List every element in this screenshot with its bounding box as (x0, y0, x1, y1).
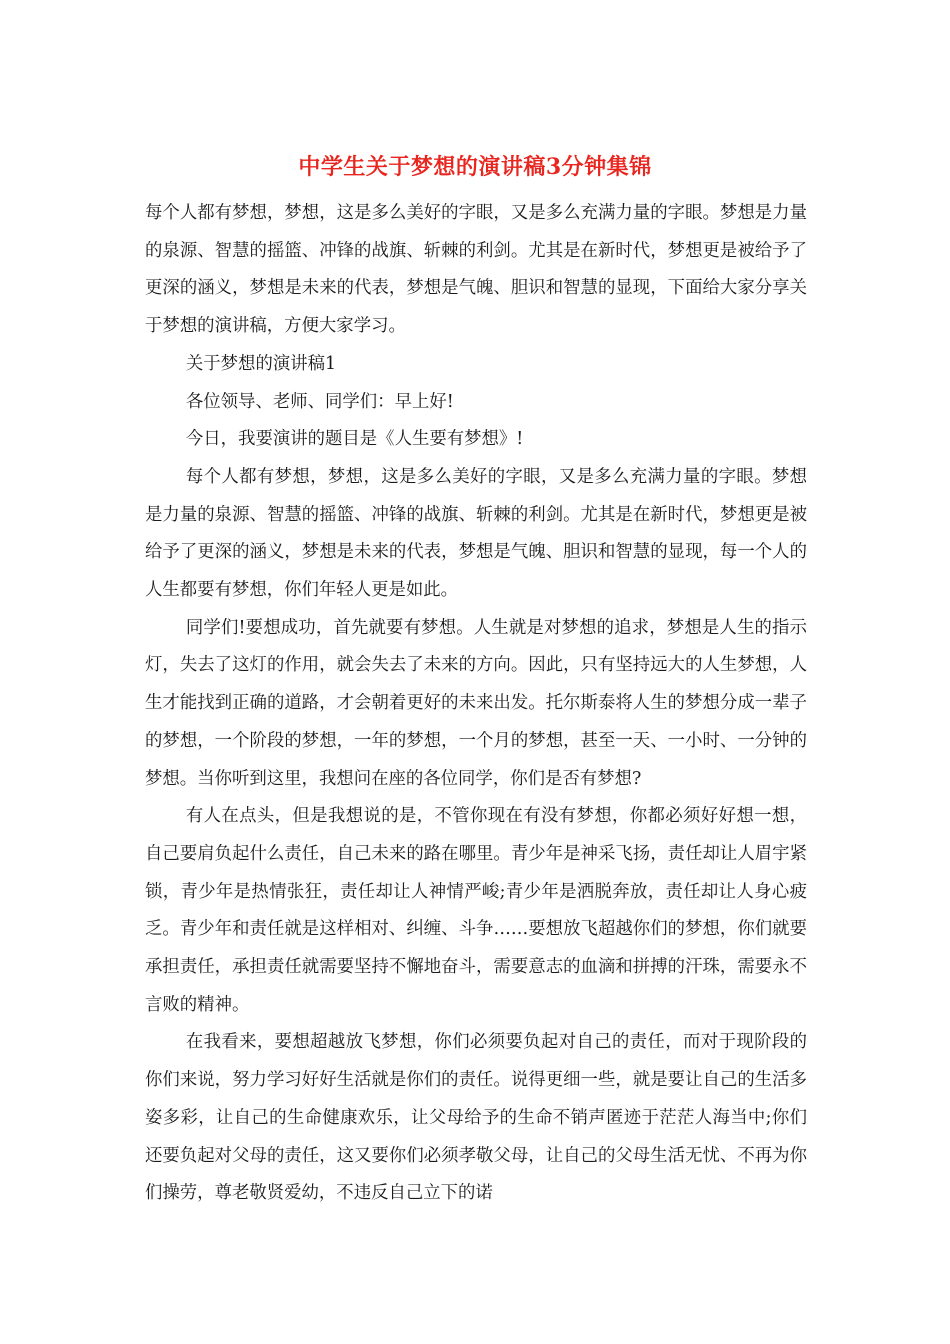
paragraph: 同学们!要想成功，首先就要有梦想。人生就是对梦想的追求，梦想是人生的指示灯，失去了这灯的作用，就会失去了未来的方向。因此，只有坚持远大的人生梦想，人生才能找到正确的道路，才会朝着更好的未来出发。托尔斯泰将人生的梦想分成一辈子的梦想，一个阶段的梦想，一年的梦想，一个月的梦想，甚至一天、一小时、一分钟的梦想。当你听到这里，我想问在座的各位同学，你们是否有梦想? (145, 617, 807, 789)
paragraph: 今日，我要演讲的题目是《人生要有梦想》! (185, 429, 524, 450)
document-body (145, 195, 807, 1213)
paragraph: 有人在点头，但是我想说的是，不管你现在有没有梦想，你都必须好好想一想，自己要肩负起什么责任，自己未来的路在哪里。青少年是神采飞扬，责任却让人眉宇紧锁，青少年是热情张狂，责任却让人神情严峻;青少年是洒脱奔放，责任却让人身心疲乏。青少年和责任就是这样相对、纠缠、斗争……要想放飞超越你们的梦想，你们就要承担责任，承担责任就需要坚持不懈地奋斗，需要意志的血滴和拼搏的汗珠，需要永不言败的精神。 (145, 806, 807, 1015)
paragraph: 各位领导、老师、同学们：早上好! (185, 391, 454, 412)
paragraph: 每个人都有梦想，梦想，这是多么美好的字眼，又是多么充满力量的字眼。梦想是力量的泉源、智慧的摇篮、冲锋的战旗、斩棘的利剑。尤其是在新时代，梦想更是被给予了更深的涵义，梦想是未来的代表，梦想是气魄、胆识和智慧的显现，下面给大家分享关于梦想的演讲稿，方便大家学习。 (145, 203, 807, 337)
section-heading: 关于梦想的演讲稿1 (185, 353, 337, 374)
document-title: 中学生关于梦想的演讲稿3分钟集锦 (298, 154, 652, 180)
paragraph: 在我看来，要想超越放飞梦想，你们必须要负起对自己的责任，而对于现阶段的你们来说，努力学习好好生活就是你们的责任。说得更细一些，就是要让自己的生活多姿多彩，让自己的生命健康欢乐，让父母给予的生命不销声匿迹于茫茫人海当中;你们还要负起对父母的责任，这又要你们必须孝敬父母，让自己的父母生活无忧、不再为你们操劳，尊老敬贤爱幼，不违反自己立下的诺 (145, 1032, 807, 1204)
paragraph: 每个人都有梦想，梦想，这是多么美好的字眼，又是多么充满力量的字眼。梦想是力量的泉源、智慧的摇篮、冲锋的战旗、斩棘的利剑。尤其是在新时代，梦想更是被给予了更深的涵义，梦想是未来的代表，梦想是气魄、胆识和智慧的显现，每一个人的人生都要有梦想，你们年轻人更是如此。 (145, 466, 807, 601)
